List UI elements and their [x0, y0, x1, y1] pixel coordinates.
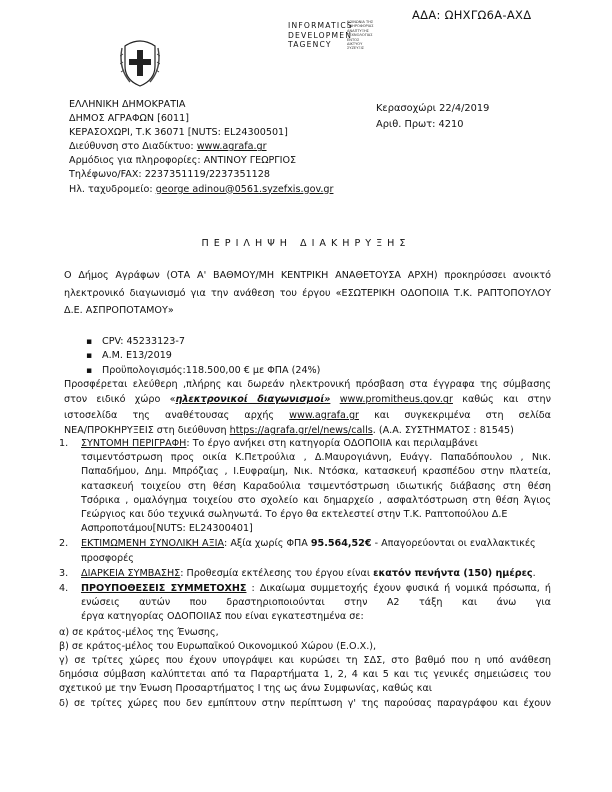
intro-line: Ο Δήμος Αγράφων (ΟΤΑ Α' ΒΑΘΜΟΥ/ΜΗ ΚΕΝΤΡΙΚΗ ΑΝΑΘΕΤΟΥΣΑ ΑΡΧΗ) προκηρύσσει ανοικτό [64, 270, 551, 281]
list-item: ▪ CPV: 45233123-7 [86, 335, 320, 349]
section-duration [59, 567, 551, 581]
list-item: ▪ Α.Μ. Ε13/2019 [86, 349, 320, 363]
section-line [81, 437, 551, 451]
text: : Αξία χωρίς ΦΠΑ [224, 538, 311, 550]
section-line: Παπαδήμου, Δημ. Μπρόζιας , Ι.Ευφραίμη, Νικ. Ντόσκα, κατασκευή κρασπέδου στην πλατεία, [81, 466, 551, 478]
logo-line: INFORMATICS [288, 21, 353, 30]
access-line: Προσφέρεται ελεύθερη ,πλήρης και δωρεάν ηλεκτρονική πρόσβαση στα έγγραφα της σύμβασης [64, 379, 551, 390]
duration-value: εκατόν πενήντα (150) ημέρες [373, 567, 533, 579]
list-item: σχετικού με την Ένωση Προσαρτήματος I της ως άνω Συμφωνίας, καθώς και [59, 683, 433, 695]
numbered-sections [59, 437, 551, 711]
list-item: γ) σε τρίτες χώρες που έχουν υπογράψει και κυρώσει τη ΣΔΣ, στο βαθμό που η υπό ανάθεση [59, 655, 551, 667]
country-name: ΕΛΛΗΝΙΚΗ ΔΗΜΟΚΡΑΤΙΑ [69, 99, 186, 110]
section-number: 4. [59, 583, 69, 595]
contact-row [69, 154, 333, 168]
section-line: κατασκευή τοιχείου στη θέση Καραδούλια τσιμεντόστρωση ιδιωτικής διάβασης στη θέση [81, 480, 551, 492]
access-line [64, 408, 551, 423]
ada-code: ΑΔΑ: ΩΗΧΓΩ6Α-ΑΧΔ [412, 8, 532, 22]
value-amount: 95.564,52€ [310, 538, 372, 550]
text: : Το έργο ανήκει στη κατηγορία ΟΔΟΠΟΙΙΑ και περιλαμβάνει [186, 438, 478, 449]
intro-line: ηλεκτρονικό διαγωνισμό για την ανάθεση του έργου «ΕΣΩΤΕΡΙΚΗ ΟΔΟΠΟΙΙΑ Τ.Κ. ΡΑΠΤΟΠΟΥΛΟΥ [64, 287, 551, 299]
list-item: δημόσια σύμβαση καλύπτεται από τα Παραρτήματα 1, 2, 4 και 5 και τις γενικές σημειώσεις του [59, 669, 551, 681]
email-label: Ηλ. ταχυδρομείο: [69, 183, 156, 195]
document-date: Κερασοχώρι 22/4/2019 [376, 103, 490, 114]
website-link[interactable]: www.agrafa.gr [196, 141, 267, 153]
section-heading: ΔΙΑΡΚΕΙΑ ΣΥΜΒΑΣΗΣ [81, 567, 181, 579]
section-line [81, 537, 551, 551]
section-line: Ασπροποτάμου[NUTS: EL24300401] [81, 523, 253, 535]
phone-row [69, 168, 333, 182]
intro-line: Δ.Ε. ΑΣΠΡΟΠΟΤΑΜΟΥ» [64, 305, 174, 316]
section-line: έργα κατηγορίας ΟΔΟΠΟΙΙΑΣ που είναι εγκατεστημένα σε: [81, 611, 364, 623]
section-line [81, 582, 551, 596]
informatics-agency-logo [288, 21, 353, 50]
sender-block [69, 98, 333, 197]
protocol-number: Αριθ. Πρωτ: 4210 [376, 119, 464, 130]
email-row [69, 183, 333, 197]
section-line: Γεώργιος και δύο τεχνικά σωληνωτά. Το έργο θα εκτελεστεί στην Τ.Κ. Ραπτοπούλου Δ.Ε [81, 509, 508, 521]
notice-title: ΠΕΡΙΛΗΨΗ ΔΙΑΚΗΡΥΞΗΣ [201, 238, 411, 249]
website-label: Διεύθυνση στο Διαδίκτυο: [69, 141, 197, 153]
access-paragraph [64, 377, 551, 439]
list-item: ▪ Προϋπολογισμός:118.500,00 € με ΦΠΑ (24%) [86, 364, 320, 378]
text: - Απαγορεύονται οι εναλλακτικές [371, 538, 536, 550]
website-row [69, 140, 333, 154]
text: και συγκεκριμένα στη σελίδα [374, 409, 551, 421]
section-number: 2. [59, 538, 69, 550]
section-eligibility [59, 582, 551, 625]
email-link[interactable]: george adinou@0561.syzefxis.gov.gr [155, 183, 334, 195]
section-line [81, 567, 551, 581]
greek-coat-of-arms-icon [120, 38, 160, 88]
promitheus-link[interactable]: www.promitheus.gov.gr [339, 394, 453, 406]
access-line [64, 392, 551, 407]
section-value [59, 537, 551, 565]
section-line: Τσόρικα , ομαλόγημα τοιχείου στο σχολείο και δημαρχείο , ασφαλτόστρωση στη θέση Άγιος [81, 494, 551, 506]
text: στον ειδικό χώρο « [64, 394, 176, 406]
reference-block [376, 101, 489, 133]
section-heading: ΕΚΤΙΜΩΜΕΝΗ ΣΥΝΟΛΙΚΗ ΑΞΙΑ [81, 538, 225, 550]
text: : Προθεσμία εκτέλεσης του έργου είναι [180, 567, 374, 579]
eligibility-sublist [59, 626, 551, 711]
phone-number: 2237351119/2237351128 [144, 169, 270, 181]
logo-line: DEVELOPMEN [288, 30, 353, 40]
logo-fine-print: ΚΟΙΝΩΝΙΑ ΤΗΣ ΠΛΗΡΟΦΟΡΙΑΣ ΑΝΑΠΤΥΞΗΣ ΤΕΧΝΟΛΟΓΙΑΣ ΕΝΤΟΣ ΔΙΚΤΥΟΥ ΣΥΖΕΥΞΙΣ [347, 20, 374, 51]
section-heading: ΣΥΝΤΟΜΗ ΠΕΡΙΓΡΑΦΗ [81, 438, 187, 449]
text: . (Α.Α. ΣΥΣΤΗΜΑΤΟΣ : 81545) [372, 425, 514, 437]
agrafa-link[interactable]: www.agrafa.gr [289, 409, 359, 421]
contact-label: Αρμόδιος για πληροφορίες: [69, 155, 204, 167]
municipality-name: ΔΗΜΟΣ ΑΓΡΑΦΩΝ [6011] [69, 113, 189, 125]
list-item: α) σε κράτος-μέλος της Ένωσης, [59, 626, 219, 638]
text: καθώς και στην [462, 394, 551, 406]
section-heading: ΠΡΟΥΠΟΘΕΣΕΙΣ ΣΥΜΜΕΤΟΧΗΣ [81, 583, 247, 595]
text: ΝΕΑ/ΠΡΟΚΗΡΥΞΕΙΣ στη διεύθυνση [64, 425, 230, 437]
phone-label: Τηλέφωνο/FAX: [69, 169, 145, 181]
list-item: β) σε κράτος-μέλος του Ευρωπαϊκού Οικονομικού Χώρου (Ε.Ο.Χ.), [59, 640, 377, 652]
contact-name: ΑΝΤΙΝΟΥ ΓΕΩΡΓΙΟΣ [203, 155, 297, 167]
logo-line: TAGENCY [288, 40, 332, 49]
section-number: 3. [59, 567, 69, 579]
project-facts-list [86, 335, 320, 378]
section-line: προσφορές [81, 552, 134, 564]
section-number: 1. [59, 438, 69, 449]
text: : Δικαίωμα συμμετοχής έχουν φυσικά ή νομικά πρόσωπα, ή [246, 583, 551, 595]
text: ιστοσελίδα της αναθέτουσας αρχής [64, 409, 275, 421]
sender-address: ΚΕΡΑΣΟΧΩΡΙ, Τ.Κ 36071 [NUTS: EL24300501] [69, 127, 288, 139]
text: . [532, 567, 536, 579]
e-tenders-label: ηλεκτρονικοί διαγωνισμοί» [175, 394, 331, 406]
list-item: δ) σε τρίτες χώρες που δεν εμπίπτουν στην περίπτωση γ' της παρούσας παραγράφου και έχουν [59, 697, 551, 709]
section-description [59, 437, 551, 536]
intro-paragraph [64, 267, 551, 320]
section-line: τσιμεντόστρωση προς οικία Κ.Πετρούλια , Δ.Μαυρογιάννη, Ευάγγ. Παπαδόπουλου , Νικ. [81, 452, 551, 464]
calls-link[interactable]: https://agrafa.gr/el/news/calls [229, 425, 373, 437]
section-line: ενώσεις αυτών που δραστηριοποιούνται στην Α2 τάξη και άνω για [81, 597, 551, 609]
